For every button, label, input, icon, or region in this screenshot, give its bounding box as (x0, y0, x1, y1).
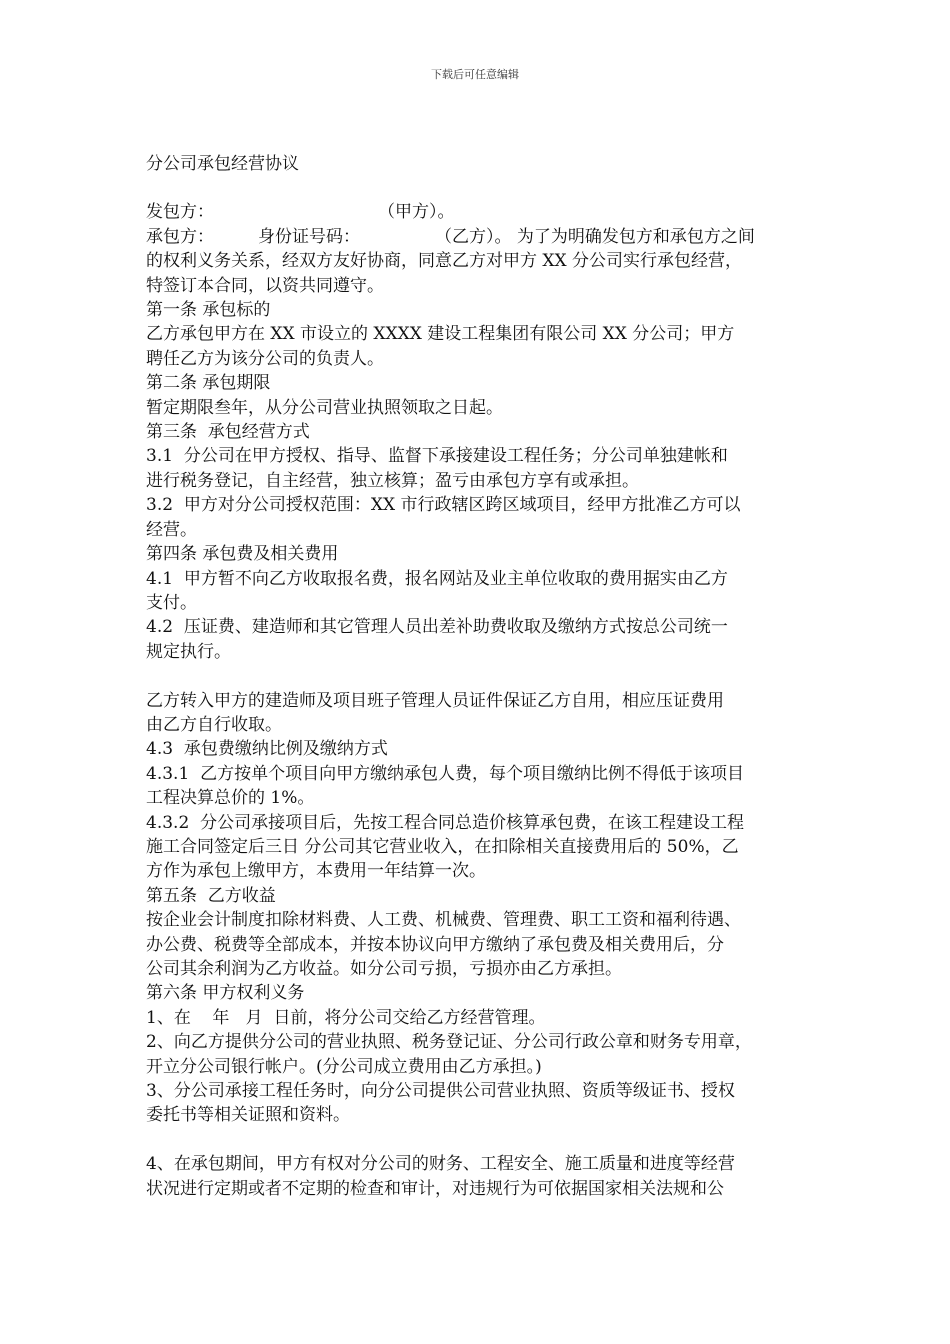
text-line: 2、向乙方提供分公司的营业执照、税务登记证、分公司行政公章和财务专用章， (146, 1032, 752, 1053)
document-lines (146, 249, 814, 1201)
text-line: 乙方转入甲方的建造师及项目班子管理人员证件保证乙方自用，相应压证费用 (146, 690, 724, 711)
text-line: 3.2 甲方对分公司授权范围：XX 市行政辖区跨区域项目，经甲方批准乙方可以 (146, 495, 741, 516)
text-line: 第三条 承包经营方式 (146, 422, 310, 443)
text-line: 方作为承包上缴甲方，本费用一年结算一次。 (146, 861, 486, 882)
text-line: 开立分公司银行帐户。(分公司成立费用由乙方承担。) (146, 1056, 542, 1077)
text-line: 第五条 乙方收益 (146, 885, 276, 906)
party-b-id-label: 身份证号码： (258, 226, 360, 247)
text-line: 4.1 甲方暂不向乙方收取报名费，报名网站及业主单位收取的费用据实由乙方 (146, 568, 728, 589)
party-b-line (146, 225, 814, 249)
text-line: 支付。 (146, 592, 197, 613)
text-line: 由乙方自行收取。 (146, 714, 282, 735)
text-line: 3.1 分公司在甲方授权、指导、监督下承接建设工程任务；分公司单独建帐和 (146, 446, 728, 467)
text-line: 第一条 承包标的 (146, 300, 271, 321)
text-line: 第四条 承包费及相关费用 (146, 544, 339, 565)
text-line: 1、在 年 月 日前，将分公司交给乙方经营管理。 (146, 1007, 546, 1028)
text-line: 特签订本合同，以资共同遵守。 (146, 275, 384, 296)
text-line: 4.3 承包费缴纳比例及缴纳方式 (146, 739, 388, 760)
text-line: 4.3.2 分公司承接项目后，先按工程合同总造价核算承包费，在该工程建设工程 (146, 812, 745, 833)
text-line: 工程决算总价的 1%。 (146, 788, 315, 809)
party-a-line (146, 200, 814, 224)
text-line: 第二条 承包期限 (146, 373, 271, 394)
text-line: 经营。 (146, 519, 197, 540)
text-line: 进行税务登记，自主经营，独立核算；盈亏由承包方享有或承担。 (146, 470, 639, 491)
party-a-suffix: （甲方）。 (378, 202, 455, 223)
party-b-label: 承包方： (146, 226, 214, 247)
header-note: 下载后可任意编辑 (431, 68, 519, 81)
text-line: 状况进行定期或者不定期的检查和审计，对违规行为可依据国家相关法规和公 (146, 1178, 724, 1199)
text-line: 按企业会计制度扣除材料费、人工费、机械费、管理费、职工工资和福利待遇、 (146, 910, 741, 931)
text-line: 第六条 甲方权利义务 (146, 983, 305, 1004)
text-line: 4、在承包期间，甲方有权对分公司的财务、工程安全、施工质量和进度等经营 (146, 1154, 735, 1175)
document-title: 分公司承包经营协议 (146, 154, 299, 174)
text-line: 规定执行。 (146, 641, 231, 662)
blank-line (146, 1128, 814, 1152)
text-line: 4.2 压证费、建造师和其它管理人员出差补助费收取及缴纳方式按总公司统一 (146, 617, 728, 638)
text-line: 办公费、税费等全部成本，并按本协议向甲方缴纳了承包费及相关费用后，分 (146, 934, 724, 955)
text-line: 的权利义务关系，经双方友好协商，同意乙方对甲方 XX 分公司实行承包经营， (146, 251, 743, 272)
text-line: 公司其余利润为乙方收益。如分公司亏损，亏损亦由乙方承担。 (146, 958, 622, 979)
text-line: 聘任乙方为该分公司的负责人。 (146, 348, 384, 369)
text-line: 施工合同签定后三日 分公司其它营业收入，在扣除相关直接费用后的 50%，乙 (146, 836, 739, 857)
text-line: 暂定期限叁年，从分公司营业执照领取之日起。 (146, 397, 503, 418)
party-a-label: 发包方： (146, 202, 214, 223)
document-body (146, 152, 814, 1201)
party-b-suffix: （乙方）。 为了为明确发包方和承包方之间 (435, 226, 755, 247)
text-line: 4.3.1 乙方按单个项目向甲方缴纳承包人费，每个项目缴纳比例不得低于该项目 (146, 763, 745, 784)
text-line: 3、分公司承接工程任务时，向分公司提供公司营业执照、资质等级证书、授权 (146, 1081, 735, 1102)
text-line: 委托书等相关证照和资料。 (146, 1105, 350, 1126)
text-line: 乙方承包甲方在 XX 市设立的 XXXX 建设工程集团有限公司 XX 分公司；甲方 (146, 324, 735, 345)
blank-line (146, 664, 814, 688)
